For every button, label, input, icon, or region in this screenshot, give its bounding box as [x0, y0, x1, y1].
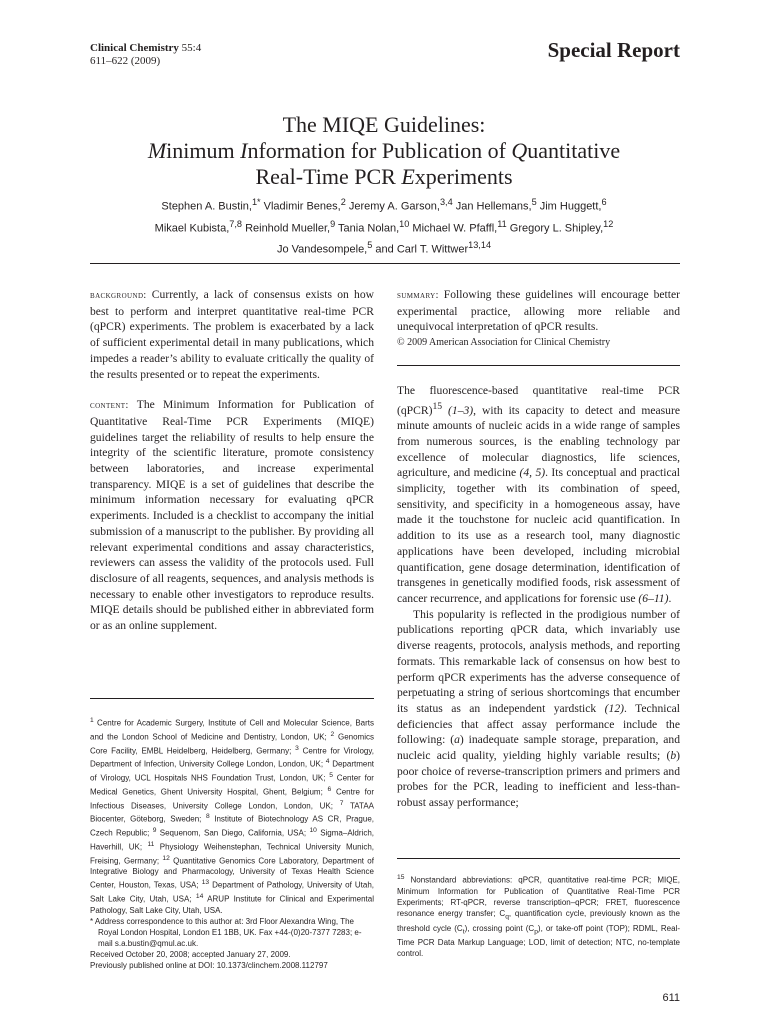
abstract-content: content: The Minimum Information for Publication of Quantitative Real-Time PCR Experiments (MIQE) guidelines target the reliability of results to help ensure the integrity of the scientific literature, promote consistency between laboratories, and increase experimental transparency. MIQE is a set of guidelines that describe the minimum information necessary for evaluating qPCR experiments. Included is a checklist to accompany the initial submission of a manuscript to the publisher. By providing all relevant experimental conditions and assay characteristics, reviewers can assess the validity of the protocols used. Full disclosure of all reagents, sequences, and analysis methods is necessary to enable other investigators to reproduce results. MIQE details should be published either in abbreviated form or as an online supplement.	[90, 398, 374, 633]
abstract-divider	[397, 365, 680, 366]
author: Reinhold Mueller,	[245, 222, 331, 235]
header-rule	[90, 263, 680, 264]
abbreviations-divider	[397, 858, 680, 859]
body-text	[397, 383, 680, 811]
author: Mikael Kubista,	[154, 222, 230, 235]
volume-issue: 55:4	[181, 42, 202, 54]
author: Jan Hellemans,	[455, 200, 532, 213]
author: Tania Nolan,	[338, 222, 400, 235]
page-number: 611	[662, 992, 680, 1004]
author: Michael W. Pfaffl,	[412, 222, 498, 235]
citation: (1–3)	[448, 403, 474, 417]
doi-line: Previously published online at DOI: 10.1373/clinchem.2008.112797	[90, 961, 328, 971]
affiliations-footnote	[90, 715, 374, 971]
correspondence-note: * Address correspondence to this author at: 3rd Floor Alexandra Wing, The Royal London Hospital, London E1 1BB, UK. Fax +44-(0)20-7377 7283; e-mail s.a.bustin@qmul.ac.uk.	[90, 916, 362, 949]
copyright-line: © 2009 American Association for Clinical Chemistry	[397, 337, 611, 349]
author-list: Stephen A. Bustin,$^{1*}$ Vladimir Benes,$^2$ Jeremy A. Garson,$^{3,4}$ Jan Hellemans,$^5$ Jim Huggett,$^6$ Mikael Kubista,$^{7,8}$ Reinhold Mueller,$^9$ Tania Nolan,$^{10}$ Michael W. Pfaffl,$^{11}$ Gregory L. Shipley,$^{12}$ Jo Vandesompele,$^5$ and Carl T. Wittwer$^{13,14}$	[154, 197, 614, 256]
author: Vladimir Benes,	[263, 200, 341, 213]
abstract-summary: summary: Following these guidelines will encourage better experimental practice, allowing more reliable and unequivocal interpretation of qPCR results.	[397, 288, 680, 334]
citation: (4, 5)	[519, 466, 546, 480]
title-line-2: Minimum Information for Publication of Quantitative	[147, 138, 621, 163]
journal-citation	[90, 42, 201, 68]
affiliations-divider	[90, 698, 374, 699]
author: Jo Vandesompele,	[276, 243, 368, 256]
author: Gregory L. Shipley,	[509, 222, 604, 235]
journal-name: Clinical Chemistry	[90, 42, 179, 54]
author: and Carl T. Wittwer	[375, 243, 469, 256]
citation: (12)	[604, 701, 624, 715]
article-title	[90, 112, 678, 190]
abstract-background: background: Currently, a lack of consensus exists on how best to perform and interpret quantitative real-time PCR (qPCR) experiments. The problem is exacerbated by a lack of sufficient experimental detail in many publications, which impedes a reader’s ability to evaluate critically the quality of the results presented or to repeat the experiments.	[90, 288, 374, 381]
citation: (6–11)	[638, 592, 669, 605]
author: Jim Huggett,	[539, 200, 602, 213]
author: Jeremy A. Garson,	[348, 200, 440, 213]
title-line-3: Real-Time PCR Experiments	[255, 164, 513, 189]
author: Stephen A. Bustin,	[161, 200, 252, 213]
body-paragraph-2: This popularity is reflected in the prodigious number of publications reporting qPCR data, which invariably use diverse reagents, protocols, analysis methods, and reporting formats. This remarkable lack of consensus on how best to perform qPCR experiments has the adverse consequence of perpetuating a string of serious shortcomings that encumber its status as an independent yardstick (12). Technical deficiencies that affect assay performance include the following: (a) inadequate sample storage, preparation, and nucleic acid quality, yielding highly variable results; (b) poor choice of reverse-transcription primers and primers and probes for the PCR, leading to inefficient and less-than-robust assay performance;	[397, 607, 680, 810]
abbreviations-footnote: $^{15}$ Nonstandard abbreviations: qPCR, quantitative real-time PCR; MIQE, Minimum Information for Publication of Quantitative Real-Time PCR Experiments; RT-qPCR, reverse transcription–qPCR; FRET, fluorescence resonance energy transfer; $C_q$, quantification cycle, previously known as the threshold cycle $(C_t)$, crossing point $(C_p)$, or take-off point (TOP); RDML, Real-Time PCR Data Markup Language; LOD, limit of detection; NTC, no-template control.	[397, 874, 680, 959]
abstract-left	[90, 287, 374, 634]
abstract-right	[397, 287, 680, 350]
received-dates: Received October 20, 2008; accepted January 27, 2009.	[90, 950, 291, 960]
pages-year: 611–622 (2009)	[90, 55, 161, 67]
title-line-1: The MIQE Guidelines:	[282, 112, 486, 137]
affiliations-list: $^1$ Centre for Academic Surgery, Institute of Cell and Molecular Science, Barts and the London School of Medicine and Dentistry, London, UK; $^2$ Genomics Core Facility, EMBL Heidelberg, Heidelberg, Germany; $^3$ Centre for Virology, Department of Infection, University College London, London, UK; $^4$ Department of Virology, UCL Hospitals NHS Foundation Trust, London, UK; $^5$ Center for Medical Genetics, Ghent University Hospital, Ghent, Belgium; $^6$ Centre for Infectious Diseases, University College London, London, UK; $^7$ TATAA Biocenter, Göteborg, Sweden; $^8$ Institute of Biotechnology AS CR, Prague, Czech Republic; $^9$ Sequenom, San Diego, California, USA; $^{10}$ Sigma–Aldrich, Haverhill, UK; $^{11}$ Physiology Weihenstephan, Technical University Munich, Freising, Germany; $^{12}$ Quantitative Genomics Core Laboratory, Department of Integrative Biology and Pharmacology, University of Texas Health Science Center, Houston, Texas, USA; $^{13}$ Department of Pathology, University of Utah, Salt Lake City, Utah, USA; $^{14}$ ARUP Institute for Clinical and Experimental Pathology, Salt Lake City, Utah, USA.	[90, 717, 374, 915]
section-label: Special Report	[547, 38, 680, 62]
body-paragraph-1: The fluorescence-based quantitative real-time PCR (qPCR)$^{15}$ (1–3), with its capacity to detect and measure minute amounts of nucleic acids in a wide range of samples from numerous sources, is the enabling technology par excellence of molecular diagnostics, life sciences, agriculture, and medicine (4, 5). Its conceptual and practical simplicity, together with its combination of speed, sensitivity, and specificity in a homogeneous assay, have made it the touchstone for nucleic acid quantification. In addition to its use as a research tool, many diagnostic applications have been developed, including microbial quantification, gene dosage determination, identification of transgenes in genetically modified foods, risk assessment of cancer recurrence, and applications for forensic use (6–11).	[397, 384, 680, 605]
